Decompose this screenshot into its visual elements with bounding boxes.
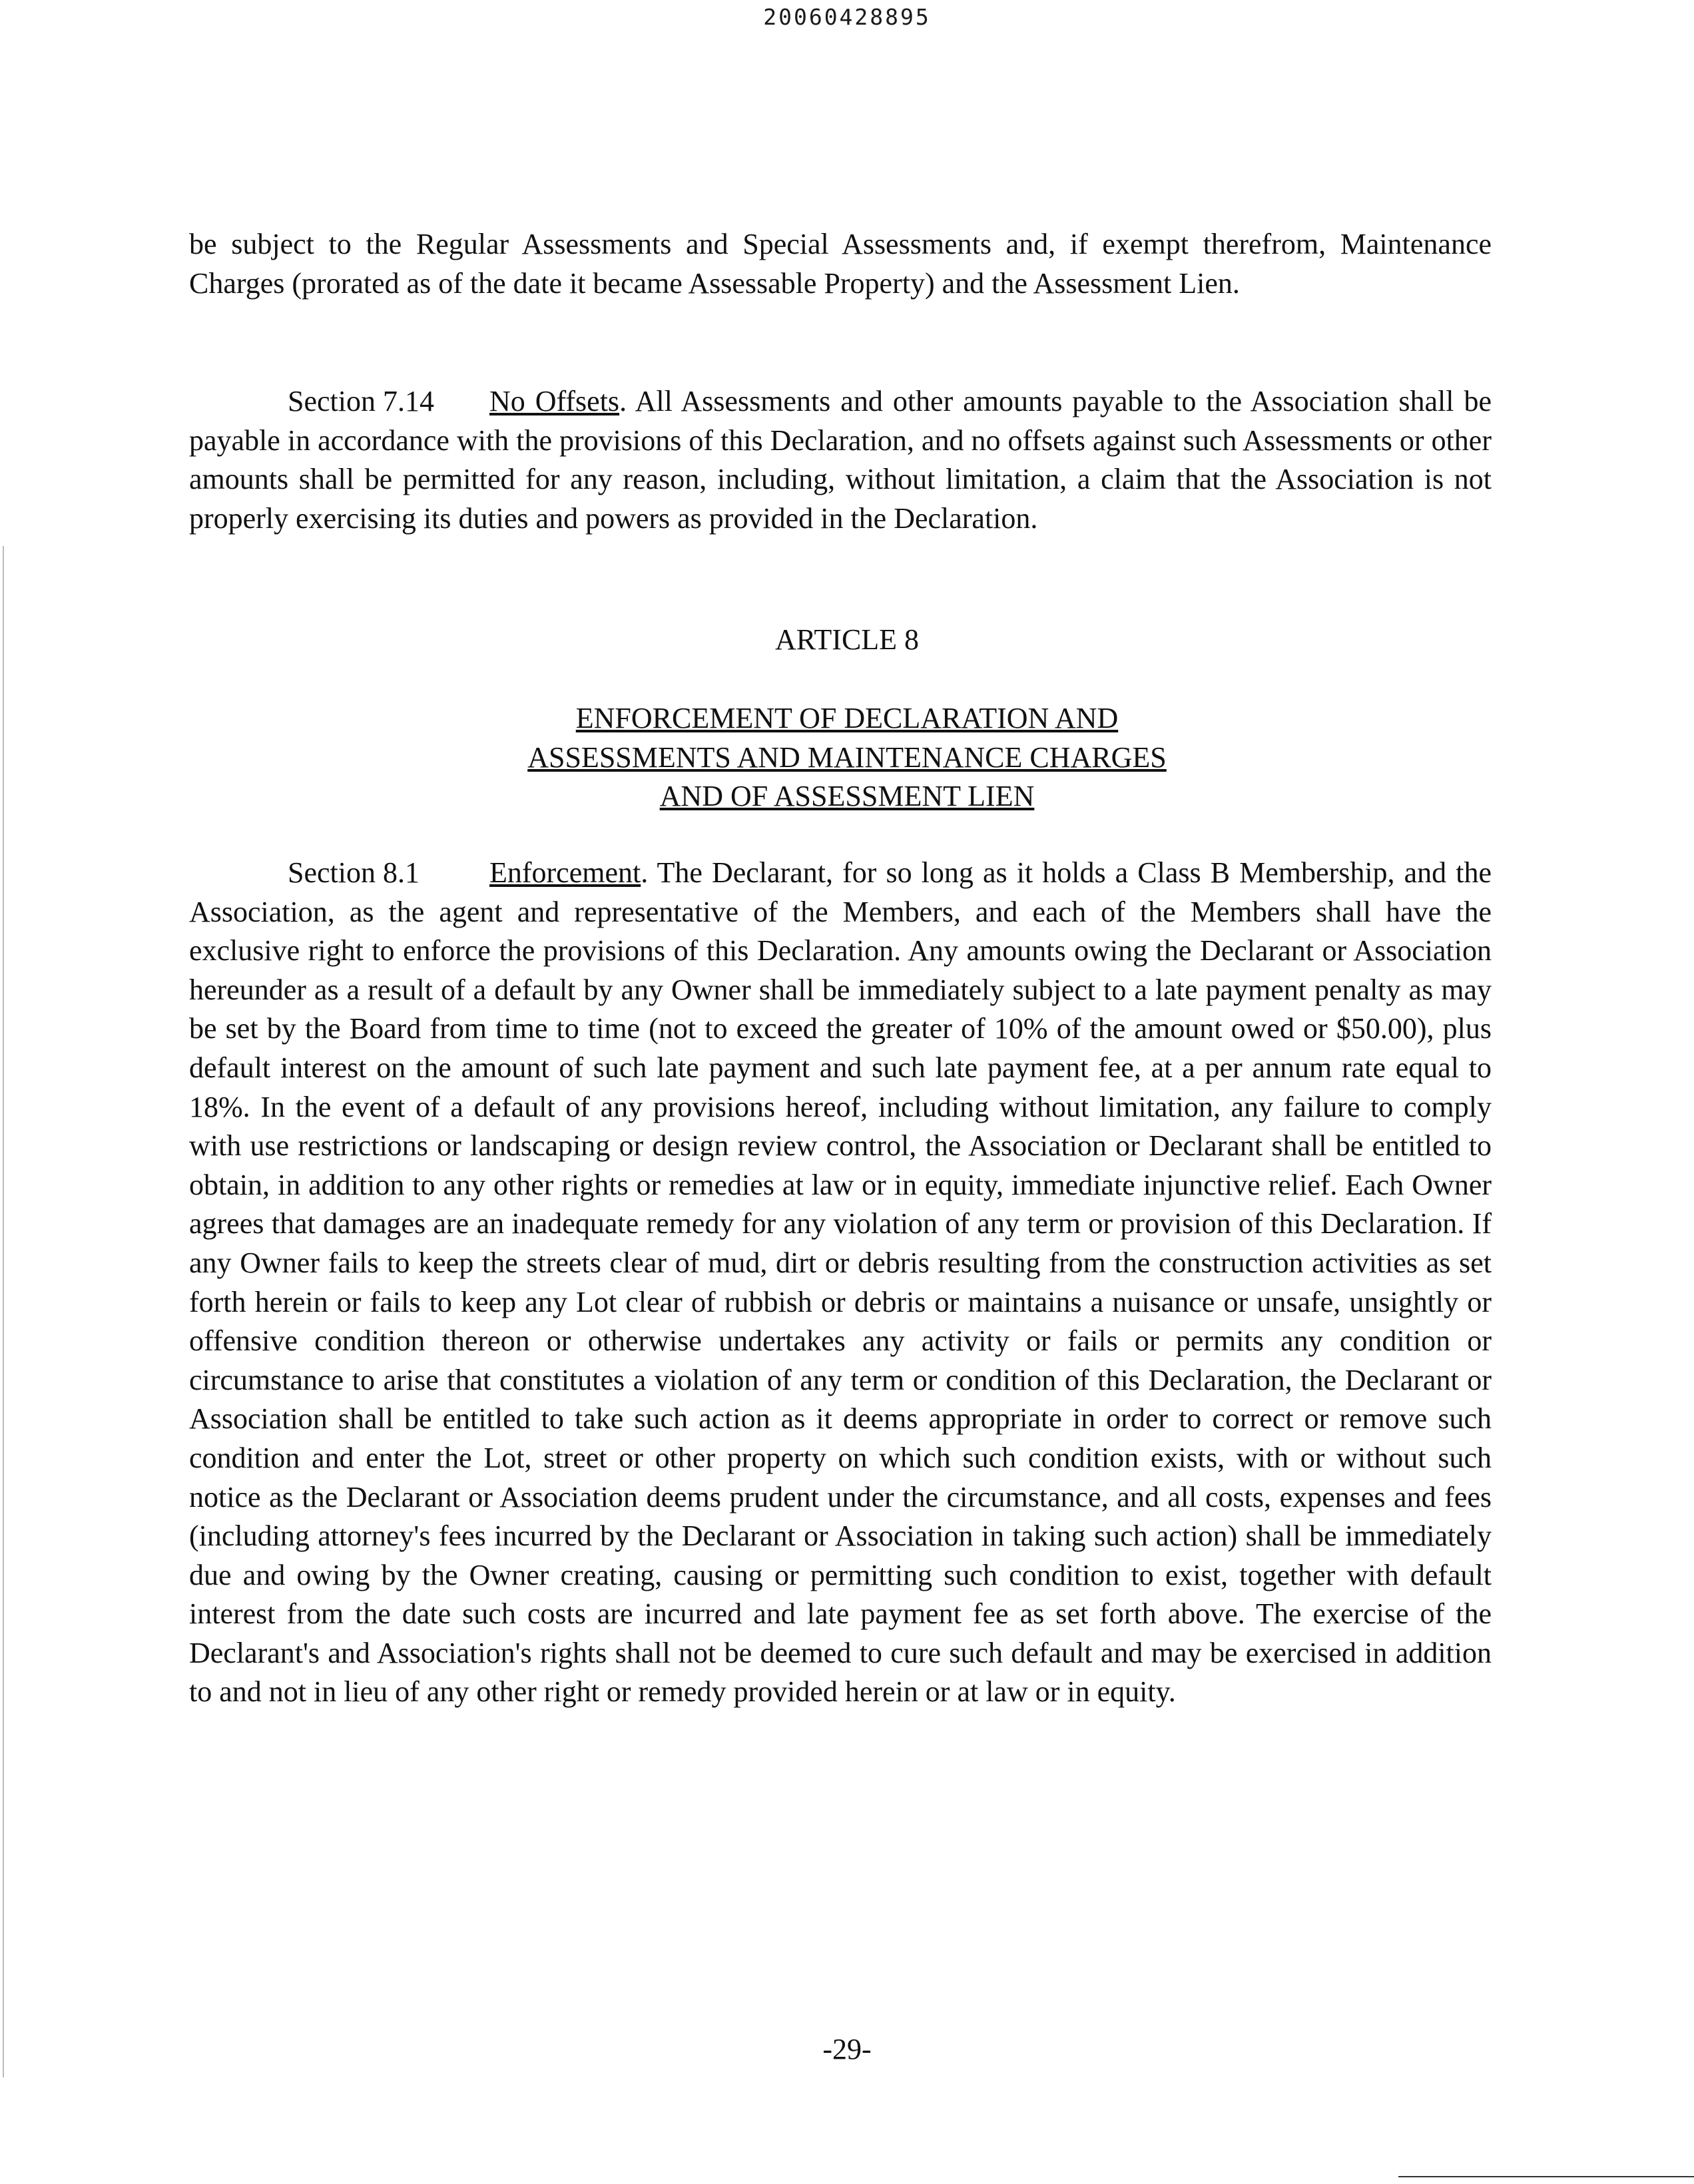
section-heading: Enforcement [489,856,641,889]
section-7-14-paragraph [189,382,1492,538]
article-title [0,699,1694,816]
article-title-line-2: ASSESSMENTS AND MAINTENANCE CHARGES [527,740,1167,774]
section-heading: No Offsets [489,385,620,417]
page-number: -29- [822,2033,872,2065]
document-number: 20060428895 [763,4,931,30]
section-body: . All Assessments and other amounts payable to the Association shall be payable in accordance with the provisions of this Declaration, and no offsets against such Assessments or other amounts shall be permitted for any reason, including, without limitation, a claim that the Association is not properly exercising its duties and powers as provided in the Declaration. [189,385,1492,535]
section-number: Section 8.1 [288,856,420,889]
section-body: . The Declarant, for so long as it holds a Class B Membership, and the Association, as the agent and representative of the Members, and each of the Members shall have the exclusive right to enforce the provisions of this Declaration. Any amounts owing the Declarant or Association hereunder as a result of a default by any Owner shall be immediately subject to a late payment penalty as may be set by the Board from time to time (not to exceed the greater of 10% of the amount owed or $50.00), plus default interest on the amount of such late payment and such late payment fee, at a per annum rate equal to 18%. In the event of a default of any provisions hereof, including without limitation, any failure to comply with use restrictions or landscaping or design review control, the Association or Declarant shall be entitled to obtain, in addition to any other rights or remedies at law or in equity, immediate injunctive relief. Each Owner agrees that damages are an inadequate remedy for any violation of any term or provision of this Declaration. If any Owner fails to keep the streets clear of mud, dirt or debris resulting from the construction activities as set forth herein or fails to keep any Lot clear of rubbish or debris or maintains a nuisance or unsafe, unsightly or offensive condition thereon or otherwise undertakes any activity or fails or permits any condition or circumstance to arise that constitutes a violation of any term or condition of this Declaration, the Declarant or Association shall be entitled to take such action as it deems appropriate in order to correct or remove such condition and enter the Lot, street or other property on which such condition exists, with or without such notice as the Declarant or Association deems prudent under the circumstance, and all costs, expenses and fees (including attorney's fees incurred by the Declarant or Association in taking such action) shall be immediately due and owing by the Owner creating, causing or permitting such condition to exist, together with default interest from the date such costs are incurred and late payment fee as set forth above. The exercise of the Declarant's and Association's rights shall not be deemed to cure such default and may be exercised in addition to and not in lieu of any other right or remedy provided herein or at law or in equity. [189,856,1492,1709]
article-title-line-3: AND OF ASSESSMENT LIEN [659,780,1035,813]
corner-rule [1398,2176,1694,2177]
article-title-line-1: ENFORCEMENT OF DECLARATION AND [575,702,1119,734]
paragraph-continuation: be subject to the Regular Assessments and Special Assessments and, if exempt therefrom, Maintenance Charges (prorated as of the date it became Assessable Property) and the Assessment Lien. [189,228,1492,300]
article-label: ARTICLE 8 [774,623,920,656]
section-number: Section 7.14 [288,385,434,417]
section-8-1-paragraph [189,854,1492,1712]
